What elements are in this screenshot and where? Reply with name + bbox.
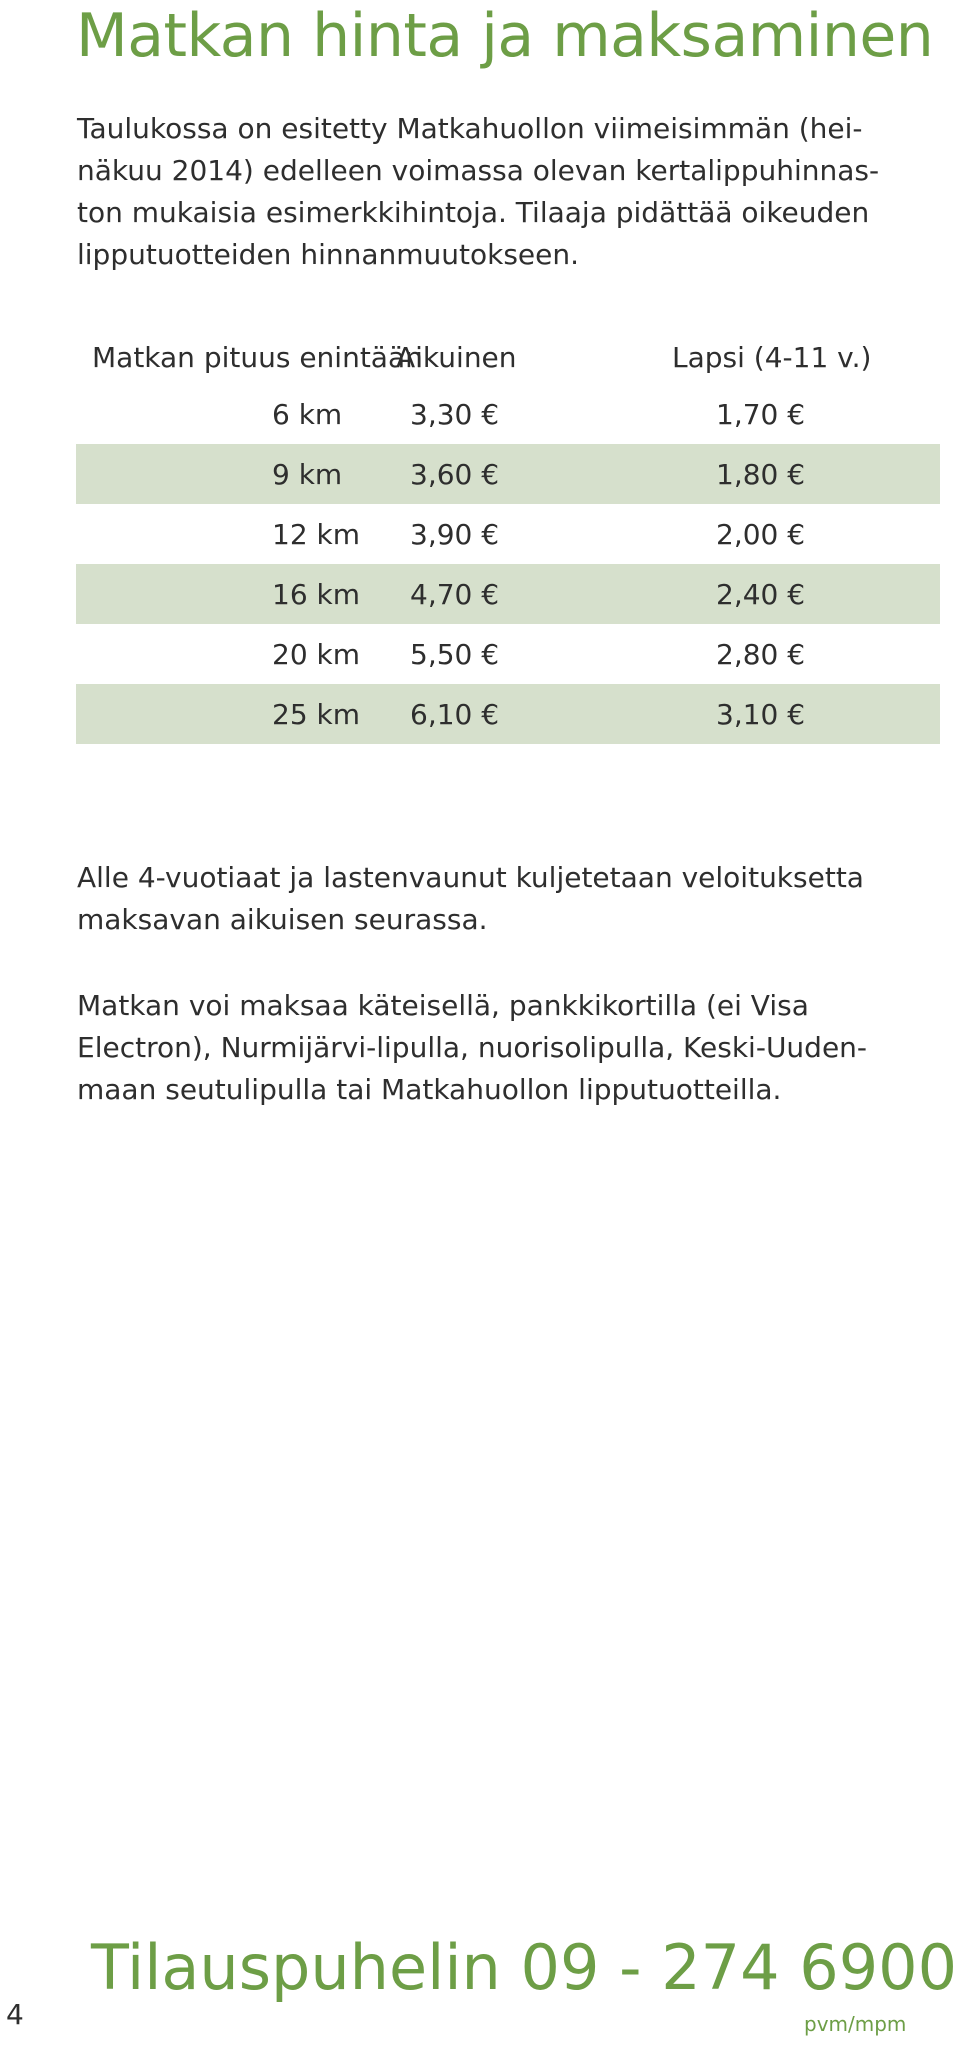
- adult-price-cell: 3,90 €: [410, 517, 500, 551]
- distance-cell: 16 km: [76, 564, 396, 624]
- phone-pricing-note: pvm/mpm: [804, 2012, 907, 2036]
- payment-note-line: maan seutulipulla tai Matkahuollon lipputuotteilla.: [77, 1073, 782, 1106]
- table-row: [76, 624, 940, 684]
- adult-price-cell: 6,10 €: [396, 684, 626, 744]
- payment-note: [77, 985, 937, 1111]
- intro-line: Taulukossa on esitetty Matkahuollon viimeisimmän (hei-: [77, 112, 863, 145]
- child-price-cell: 1,70 €: [716, 397, 806, 431]
- children-note-line: maksavan aikuisen seurassa.: [77, 903, 488, 936]
- intro-paragraph: [77, 108, 937, 276]
- child-price-cell: 3,10 €: [626, 684, 940, 744]
- payment-note-line: Matkan voi maksaa käteisellä, pankkikortilla (ei Visa: [77, 989, 809, 1022]
- distance-cell: 20 km: [272, 637, 361, 671]
- child-price-cell: 2,80 €: [716, 637, 806, 671]
- distance-cell: 6 km: [272, 397, 343, 431]
- distance-cell: 9 km: [76, 444, 396, 504]
- page-title: Matkan hinta ja maksaminen: [76, 1, 934, 71]
- children-note: [77, 857, 937, 941]
- adult-price-cell: 3,60 €: [396, 444, 626, 504]
- table-row: [76, 504, 940, 564]
- distance-cell: 12 km: [272, 517, 361, 551]
- child-price-cell: 2,00 €: [716, 517, 806, 551]
- price-table: [76, 330, 940, 744]
- children-note-line: Alle 4-vuotiaat ja lastenvaunut kuljetetaan veloituksetta: [77, 861, 864, 894]
- intro-line: ton mukaisia esimerkkihintoja. Tilaaja pidättää oikeuden: [77, 196, 870, 229]
- adult-price-cell: 4,70 €: [396, 564, 626, 624]
- table-row: [76, 444, 940, 504]
- order-phone-number: Tilauspuhelin 09 - 274 6900: [91, 1931, 958, 2004]
- table-header-row: [76, 330, 940, 384]
- page-number: 4: [6, 1998, 24, 2031]
- intro-line: näkuu 2014) edelleen voimassa olevan kertalippuhinnas-: [77, 154, 880, 187]
- distance-cell: 25 km: [76, 684, 396, 744]
- intro-line: lipputuotteiden hinnanmuutokseen.: [77, 238, 580, 271]
- adult-price-cell: 5,50 €: [410, 637, 500, 671]
- child-price-cell: 1,80 €: [626, 444, 940, 504]
- table-row: [76, 564, 940, 624]
- header-adult: Aikuinen: [396, 340, 517, 374]
- payment-note-line: Electron), Nurmijärvi-lipulla, nuorisolipulla, Keski-Uuden-: [77, 1031, 868, 1064]
- table-row: [76, 684, 940, 744]
- table-row: [76, 384, 940, 444]
- header-child: Lapsi (4-11 v.): [672, 340, 872, 374]
- child-price-cell: 2,40 €: [626, 564, 940, 624]
- adult-price-cell: 3,30 €: [410, 397, 500, 431]
- header-distance: Matkan pituus enintään: [92, 340, 423, 374]
